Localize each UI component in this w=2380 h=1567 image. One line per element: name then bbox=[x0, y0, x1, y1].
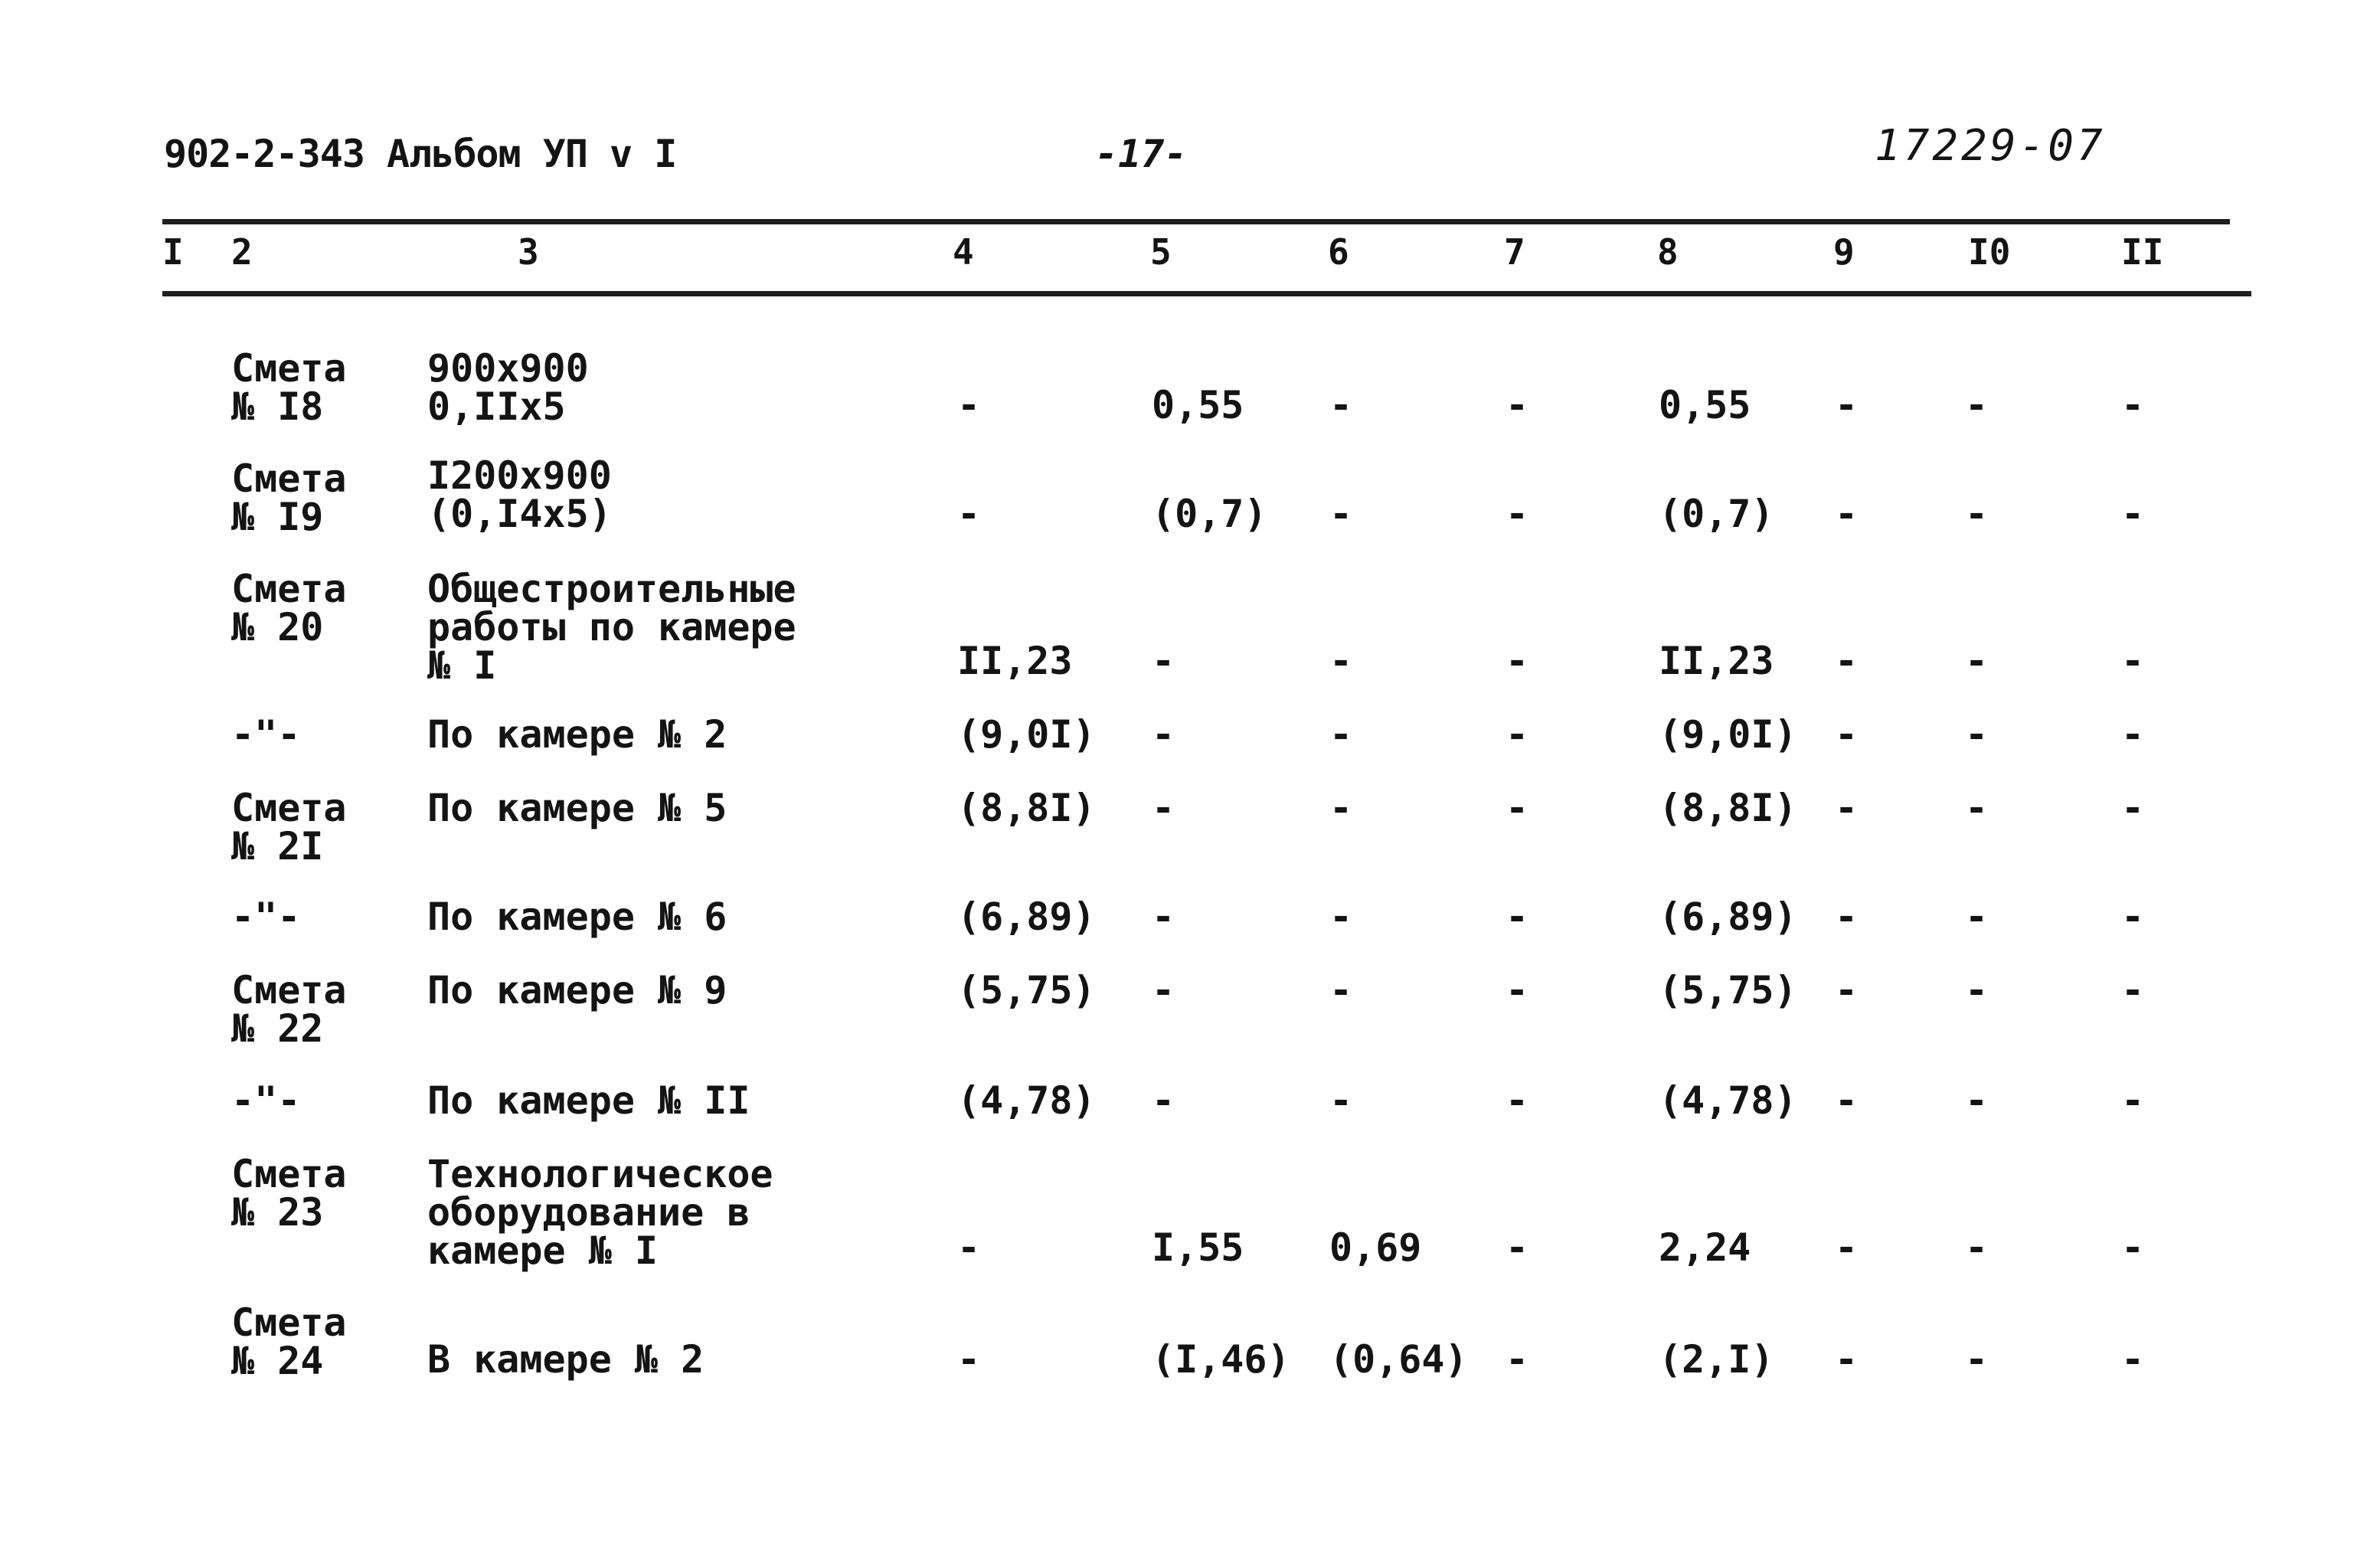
column-number-9: 9 bbox=[1833, 231, 1855, 273]
row-1-col9: - bbox=[1835, 383, 1859, 427]
row-7-col11: - bbox=[2121, 968, 2145, 1012]
row-4-col5: - bbox=[1152, 712, 1175, 757]
row-2-description: I200x900 (0,I4x5) bbox=[427, 453, 612, 536]
row-5-description: По камере № 5 bbox=[427, 786, 727, 830]
row-1-col10: - bbox=[1965, 383, 1989, 427]
row-3-col7: - bbox=[1505, 639, 1529, 683]
row-4-col6: - bbox=[1329, 712, 1353, 757]
row-7-col8: (5,75) bbox=[1659, 968, 1797, 1012]
row-9-description: Технологическое оборудование в камере № I bbox=[427, 1152, 773, 1273]
row-3-col6: - bbox=[1329, 639, 1353, 683]
table-header-rule bbox=[162, 291, 2251, 296]
row-2-col4: - bbox=[957, 492, 981, 536]
row-10-col8: (2,I) bbox=[1659, 1337, 1774, 1382]
column-number-2: 2 bbox=[231, 231, 253, 273]
row-6-col10: - bbox=[1965, 895, 1989, 939]
row-5-col4: (8,8I) bbox=[957, 786, 1096, 830]
row-3-col10: - bbox=[1965, 639, 1989, 683]
row-10-col5: (I,46) bbox=[1152, 1337, 1290, 1382]
row-1-col6: - bbox=[1329, 383, 1353, 427]
row-10-col4: - bbox=[957, 1337, 981, 1382]
row-1-col7: - bbox=[1505, 383, 1529, 427]
row-8-col7: - bbox=[1505, 1078, 1529, 1123]
row-6-description: По камере № 6 bbox=[427, 895, 727, 939]
row-9-col7: - bbox=[1505, 1225, 1529, 1270]
row-4-col8: (9,0I) bbox=[1659, 712, 1797, 757]
column-number-3: 3 bbox=[518, 231, 539, 273]
row-6-col5: - bbox=[1152, 895, 1175, 939]
column-number-7: 7 bbox=[1504, 231, 1525, 273]
row-8-description: По камере № II bbox=[427, 1078, 750, 1123]
row-6-col11: - bbox=[2121, 895, 2145, 939]
row-8-estimate: -"- bbox=[231, 1078, 301, 1123]
row-10-estimate: Смета № 24 bbox=[231, 1300, 347, 1383]
row-5-estimate: Смета № 2I bbox=[231, 786, 347, 869]
column-number-10: I0 bbox=[1968, 231, 2011, 273]
column-number-5: 5 bbox=[1150, 231, 1172, 273]
row-8-col8: (4,78) bbox=[1659, 1078, 1797, 1123]
row-3-col8: II,23 bbox=[1659, 639, 1774, 683]
page-number: -17- bbox=[1095, 132, 1188, 176]
row-7-description: По камере № 9 bbox=[427, 968, 727, 1012]
document-code: 902-2-343 Альбом УП v I bbox=[164, 132, 677, 176]
row-3-col5: - bbox=[1152, 639, 1175, 683]
row-6-col8: (6,89) bbox=[1659, 895, 1797, 939]
row-7-col9: - bbox=[1835, 968, 1859, 1012]
row-4-col9: - bbox=[1835, 712, 1859, 757]
row-4-col10: - bbox=[1965, 712, 1989, 757]
row-10-col9: - bbox=[1835, 1337, 1859, 1382]
row-6-col6: - bbox=[1329, 895, 1353, 939]
row-9-col9: - bbox=[1835, 1225, 1859, 1270]
row-5-col6: - bbox=[1329, 786, 1353, 830]
row-1-col11: - bbox=[2121, 383, 2145, 427]
row-3-col11: - bbox=[2121, 639, 2145, 683]
row-3-col4: II,23 bbox=[957, 639, 1073, 683]
row-5-col8: (8,8I) bbox=[1659, 786, 1797, 830]
table-top-rule bbox=[162, 219, 2230, 224]
row-7-estimate: Смета № 22 bbox=[231, 968, 347, 1051]
row-5-col9: - bbox=[1835, 786, 1859, 830]
row-2-col8: (0,7) bbox=[1659, 492, 1774, 536]
column-number-4: 4 bbox=[953, 231, 974, 273]
row-6-col7: - bbox=[1505, 895, 1529, 939]
row-8-col5: - bbox=[1152, 1078, 1175, 1123]
row-3-estimate: Смета № 20 bbox=[231, 567, 347, 649]
row-4-estimate: -"- bbox=[231, 712, 301, 757]
row-7-col7: - bbox=[1505, 968, 1529, 1012]
row-7-col10: - bbox=[1965, 968, 1989, 1012]
row-10-description: В камере № 2 bbox=[427, 1337, 705, 1382]
row-10-col6: (0,64) bbox=[1329, 1337, 1468, 1382]
row-5-col7: - bbox=[1505, 786, 1529, 830]
column-number-11: II bbox=[2121, 231, 2164, 273]
row-2-col10: - bbox=[1965, 492, 1989, 536]
row-9-col8: 2,24 bbox=[1659, 1225, 1751, 1270]
row-1-estimate: Смета № I8 bbox=[231, 346, 347, 429]
row-8-col11: - bbox=[2121, 1078, 2145, 1123]
row-7-col5: - bbox=[1152, 968, 1175, 1012]
row-9-col5: I,55 bbox=[1152, 1225, 1244, 1270]
row-9-col6: 0,69 bbox=[1329, 1225, 1422, 1270]
column-number-6: 6 bbox=[1328, 231, 1349, 273]
row-1-description: 900x900 0,IIx5 bbox=[427, 346, 589, 429]
row-6-col9: - bbox=[1835, 895, 1859, 939]
row-4-col4: (9,0I) bbox=[957, 712, 1096, 757]
row-5-col5: - bbox=[1152, 786, 1175, 830]
row-1-col5: 0,55 bbox=[1152, 383, 1244, 427]
row-3-col9: - bbox=[1835, 639, 1859, 683]
row-2-col9: - bbox=[1835, 492, 1859, 536]
row-2-col7: - bbox=[1505, 492, 1529, 536]
document-number: 17229-07 bbox=[1875, 121, 2106, 171]
row-10-col7: - bbox=[1505, 1337, 1529, 1382]
row-6-col4: (6,89) bbox=[957, 895, 1096, 939]
row-3-description: Общестроительные работы по камере № I bbox=[427, 567, 796, 688]
row-8-col9: - bbox=[1835, 1078, 1859, 1123]
row-2-col6: - bbox=[1329, 492, 1353, 536]
column-number-8: 8 bbox=[1657, 231, 1679, 273]
row-5-col10: - bbox=[1965, 786, 1989, 830]
row-9-col11: - bbox=[2121, 1225, 2145, 1270]
row-10-col11: - bbox=[2121, 1337, 2145, 1382]
row-4-description: По камере № 2 bbox=[427, 712, 727, 757]
row-1-col8: 0,55 bbox=[1659, 383, 1751, 427]
column-number-1: I bbox=[162, 231, 184, 273]
row-7-col6: - bbox=[1329, 968, 1353, 1012]
row-2-col11: - bbox=[2121, 492, 2145, 536]
row-8-col4: (4,78) bbox=[957, 1078, 1096, 1123]
row-8-col10: - bbox=[1965, 1078, 1989, 1123]
row-7-col4: (5,75) bbox=[957, 968, 1096, 1012]
row-4-col11: - bbox=[2121, 712, 2145, 757]
row-4-col7: - bbox=[1505, 712, 1529, 757]
row-5-col11: - bbox=[2121, 786, 2145, 830]
row-6-estimate: -"- bbox=[231, 895, 301, 939]
row-9-col10: - bbox=[1965, 1225, 1989, 1270]
row-10-col10: - bbox=[1965, 1337, 1989, 1382]
row-1-col4: - bbox=[957, 383, 981, 427]
row-9-estimate: Смета № 23 bbox=[231, 1152, 347, 1235]
row-2-col5: (0,7) bbox=[1152, 492, 1267, 536]
row-8-col6: - bbox=[1329, 1078, 1353, 1123]
row-2-estimate: Смета № I9 bbox=[231, 456, 347, 539]
row-9-col4: - bbox=[957, 1225, 981, 1270]
